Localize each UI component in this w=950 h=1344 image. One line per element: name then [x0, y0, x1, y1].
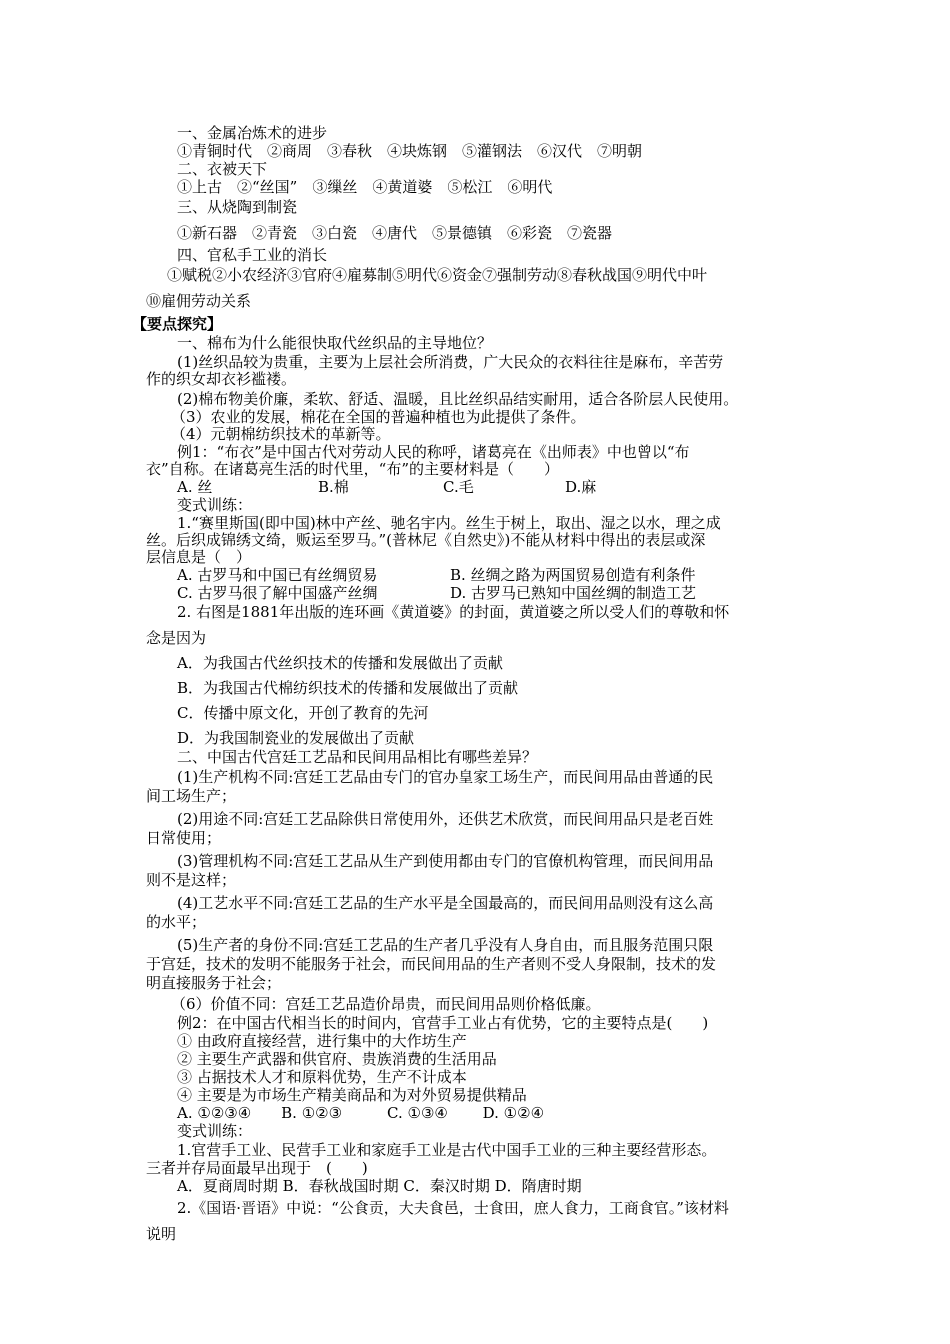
example-2-statement-1: ① 由政府直接经营，进行集中的大作坊生产 [177, 1032, 467, 1050]
review-s4-items: ①赋税②小农经济③官府④雇募制⑤明代⑥资金⑦强制劳动⑧春秋战国⑨明代中叶 [167, 266, 708, 284]
q2-point-3: (3)管理机构不同:宫廷工艺品从生产到使用都由专门的官僚机构管理，而民间用品 [177, 852, 714, 870]
q2-point-6: （6）价值不同：宫廷工艺品造价昂贵，而民间用品则价格低廉。 [171, 995, 601, 1013]
q2-point-1-cont: 间工场生产； [146, 787, 237, 805]
variant-1-q1-option-c: C. 古罗马很了解中国盛产丝绸 [177, 584, 378, 602]
variant-1-question-2-cont: 念是因为 [146, 629, 207, 647]
review-s2-title: 二、衣被天下 [177, 160, 268, 178]
variant-2-question-1: 1.官营手工业、民营手工业和家庭手工业是古代中国手工业的三种主要经营形态。 [177, 1141, 717, 1159]
example-2: 例2：在中国古代相当长的时间内，官营手工业占有优势，它的主要特点是( ) [177, 1014, 709, 1032]
variant-1-question-1-cont2: 层信息是（ ） [146, 548, 252, 566]
variant-1-q1-option-b: B. 丝绸之路为两国贸易创造有利条件 [450, 566, 696, 584]
example-1-option-d: D.麻 [565, 478, 597, 496]
q1-point-2: (2)棉布物美价廉，柔软、舒适、温暖，且比丝织品结实耐用，适合各阶层人民使用。 [177, 390, 739, 408]
q2-point-5-cont2: 明直接服务于社会； [146, 974, 282, 992]
q1-point-3: （3）农业的发展，棉花在全国的普遍种植也为此提供了条件。 [171, 408, 586, 426]
q2-point-5: (5)生产者的身份不同:宫廷工艺品的生产者几乎没有人身自由，而且服务范围只限 [177, 936, 714, 954]
example-2-options: A. ①②③④ B. ①②③ C. ①③④ D. ①②④ [177, 1104, 545, 1122]
variant-1-question-1: 1.“赛里斯国(即中国)林中产丝、驰名宇内。丝生于树上，取出、湿之以水，理之成 [177, 514, 721, 532]
q2-point-4: (4)工艺水平不同:宫廷工艺品的生产水平是全国最高的，而民间用品则没有这么高 [177, 894, 714, 912]
variant-1-question-2: 2. 右图是1881年出版的连环画《黄道婆》的封面，黄道婆之所以受人们的尊敬和怀 [177, 603, 730, 621]
q2-point-3-cont: 则不是这样； [146, 871, 237, 889]
variant-label-2: 变式训练： [177, 1122, 253, 1140]
review-s1-items: ①青铜时代 ②商周 ③春秋 ④块炼钢 ⑤灌钢法 ⑥汉代 ⑦明朝 [177, 142, 643, 160]
example-2-statement-2: ② 主要生产武器和供官府、贵族消费的生活用品 [177, 1050, 497, 1068]
example-1-option-b: B.棉 [318, 478, 349, 496]
review-s4-title: 四、官私手工业的消长 [177, 246, 328, 264]
variant-1-q2-option-b: B．为我国古代棉纺织技术的传播和发展做出了贡献 [177, 679, 519, 697]
review-s3-items: ①新石器 ②青瓷 ③白瓷 ④唐代 ⑤景德镇 ⑥彩瓷 ⑦瓷器 [177, 224, 613, 242]
variant-2-question-2: 2.《国语·晋语》中说：“公食贡，大夫食邑，士食田，庶人食力，工商食官。”该材料 [177, 1199, 729, 1217]
example-1-cont: 衣”自称。在诸葛亮生活的时代里，“布”的主要材料是（ ） [146, 460, 560, 478]
variant-1-q2-option-d: D．为我国制瓷业的发展做出了贡献 [177, 729, 415, 747]
q2-point-2-cont: 日常使用； [146, 829, 222, 847]
q1-point-1: (1)丝织品较为贵重，主要为上层社会所消费，广大民众的衣料往往是麻布，辛苦劳 [177, 353, 724, 371]
section-heading: 【要点探究】 [132, 315, 223, 333]
q1-point-4: （4）元朝棉纺织技术的革新等。 [171, 425, 391, 443]
question-1: 一、棉布为什么能很快取代丝织品的主导地位？ [177, 334, 493, 352]
variant-label-1: 变式训练： [177, 496, 253, 514]
example-1-option-a: A. 丝 [177, 478, 213, 496]
q2-point-4-cont: 的水平； [146, 913, 207, 931]
variant-2-question-1-cont: 三者并存局面最早出现于 ( ) [146, 1159, 368, 1177]
q2-point-2: (2)用途不同:宫廷工艺品除供日常使用外，还供艺术欣赏，而民间用品只是老百姓 [177, 810, 714, 828]
q1-point-1-cont: 作的织女却衣衫褴褛。 [146, 370, 297, 388]
variant-1-q1-option-a: A. 古罗马和中国已有丝绸贸易 [177, 566, 378, 584]
review-s2-items: ①上古 ②“丝国” ③缫丝 ④黄道婆 ⑤松江 ⑥明代 [177, 178, 553, 196]
variant-1-question-1-cont: 丝。后织成锦绣文绮，贩运至罗马。”(普林尼《自然史》)不能从材料中得出的表层或深 [146, 531, 706, 549]
variant-2-q1-options: A．夏商周时期 B．春秋战国时期 C．秦汉时期 D．隋唐时期 [177, 1177, 582, 1195]
review-s3-title: 三、从烧陶到制瓷 [177, 198, 298, 216]
example-1-option-c: C.毛 [443, 478, 474, 496]
q2-point-5-cont: 于宫廷，技术的发明不能服务于社会，而民间用品的生产者则不受人身限制，技术的发 [146, 955, 717, 973]
variant-1-q2-option-c: C．传播中原文化，开创了教育的先河 [177, 704, 429, 722]
question-2: 二、中国古代宫廷工艺品和民间用品相比有哪些差异？ [177, 748, 538, 766]
variant-1-q1-option-d: D. 古罗马已熟知中国丝绸的制造工艺 [450, 584, 697, 602]
example-1: 例1：“布衣”是中国古代对劳动人民的称呼，诸葛亮在《出师表》中也曾以“布 [177, 443, 690, 461]
example-2-statement-4: ④ 主要是为市场生产精美商品和为对外贸易提供精品 [177, 1086, 527, 1104]
q2-point-1: (1)生产机构不同:宫廷工艺品由专门的官办皇家工场生产，而民间用品由普通的民 [177, 768, 714, 786]
example-2-statement-3: ③ 占据技术人才和原料优势，生产不计成本 [177, 1068, 467, 1086]
variant-2-question-2-cont: 说明 [146, 1225, 177, 1243]
review-s4-items-cont: ⑩雇佣劳动关系 [146, 292, 252, 310]
variant-1-q2-option-a: A．为我国古代丝织技术的传播和发展做出了贡献 [177, 654, 503, 672]
review-s1-title: 一、金属冶炼术的进步 [177, 124, 328, 142]
